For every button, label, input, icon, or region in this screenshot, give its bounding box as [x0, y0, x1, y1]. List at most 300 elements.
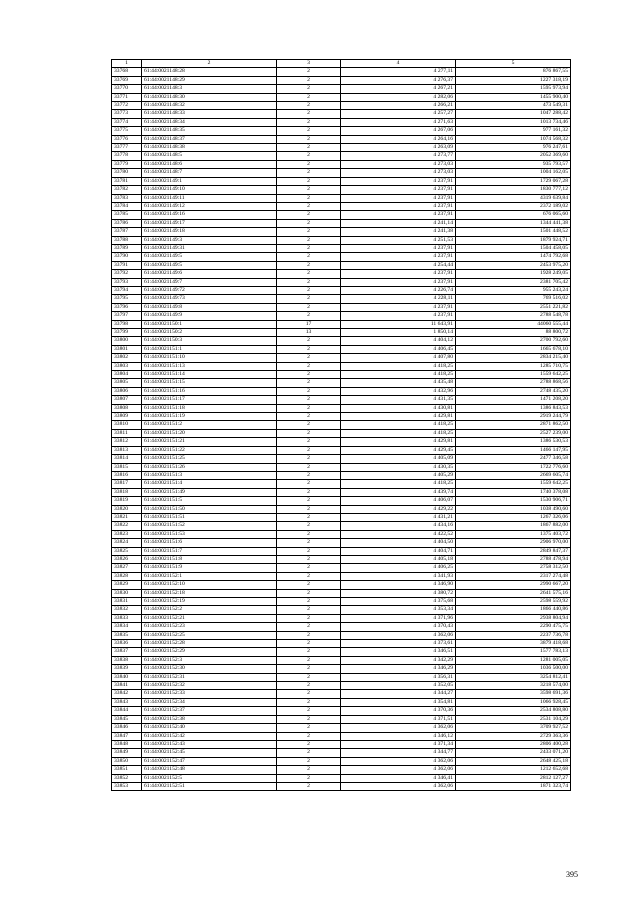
category-cell: 2 — [277, 371, 341, 379]
row-number-cell: 33802 — [112, 354, 142, 362]
cadastral-value-cell: 2729 363,36 — [456, 732, 571, 740]
cadastral-number-cell: 61:44:0021152:28 — [142, 640, 277, 648]
cadastral-number-cell: 61:44:0021148:5 — [142, 152, 277, 160]
cadastral-value-cell: 1344 441,38 — [456, 219, 571, 227]
table-row — [112, 614, 571, 622]
area-cell: 4 362,06 — [341, 724, 456, 732]
table-row — [112, 656, 571, 664]
area-cell: 4 406,07 — [341, 497, 456, 505]
cadastral-value-cell: 2531 104,29 — [456, 715, 571, 723]
area-cell: 4 380,72 — [341, 589, 456, 597]
table-row — [112, 421, 571, 429]
row-number-cell: 33776 — [112, 135, 142, 143]
cadastral-value-cell: 2534 808,80 — [456, 707, 571, 715]
cadastral-value-cell: 2748 435,20 — [456, 387, 571, 395]
category-cell: 2 — [277, 732, 341, 740]
area-cell: 4 237,91 — [341, 244, 456, 252]
area-cell: 4 257,27 — [341, 110, 456, 118]
row-number-cell: 33785 — [112, 211, 142, 219]
category-cell: 2 — [277, 345, 341, 353]
cadastral-number-cell: 61:44:0021151:2 — [142, 421, 277, 429]
area-cell: 4 373,61 — [341, 640, 456, 648]
table-row — [112, 253, 571, 261]
cadastral-number-cell: 61:44:0021150:2 — [142, 329, 277, 337]
category-cell: 2 — [277, 581, 341, 589]
area-cell: 4 237,91 — [341, 253, 456, 261]
cadastral-number-cell: 61:44:0021151:20 — [142, 429, 277, 437]
category-cell: 2 — [277, 404, 341, 412]
area-cell: 4 371,34 — [341, 740, 456, 748]
category-cell: 2 — [277, 211, 341, 219]
table-row — [112, 623, 571, 631]
row-number-cell: 33836 — [112, 640, 142, 648]
cadastral-value-cell: 2290 475,75 — [456, 623, 571, 631]
category-cell: 2 — [277, 253, 341, 261]
table-row — [112, 505, 571, 513]
table-row — [112, 312, 571, 320]
category-cell: 2 — [277, 539, 341, 547]
area-cell: 4 344,27 — [341, 690, 456, 698]
category-cell: 2 — [277, 522, 341, 530]
row-number-cell: 33850 — [112, 757, 142, 765]
category-cell: 2 — [277, 480, 341, 488]
row-number-cell: 33827 — [112, 564, 142, 572]
cadastral-number-cell: 61:44:0021151:52 — [142, 522, 277, 530]
cadastral-value-cell: 1038 490,60 — [456, 505, 571, 513]
cadastral-value-cell: 1466 147,95 — [456, 446, 571, 454]
cadastral-value-cell: 1281 005,05 — [456, 656, 571, 664]
cadastral-value-cell: 2849 847,37 — [456, 547, 571, 555]
table-row — [112, 337, 571, 345]
category-cell: 2 — [277, 76, 341, 84]
cadastral-number-cell: 61:44:0021149:18 — [142, 228, 277, 236]
cadastral-value-cell: 2806 400,28 — [456, 740, 571, 748]
category-cell: 2 — [277, 429, 341, 437]
category-cell: 2 — [277, 740, 341, 748]
area-cell: 4 271,63 — [341, 118, 456, 126]
row-number-cell: 33784 — [112, 202, 142, 210]
area-cell: 4 404,50 — [341, 539, 456, 547]
cadastral-value-cell: 1740 378,08 — [456, 488, 571, 496]
row-number-cell: 33796 — [112, 303, 142, 311]
cadastral-value-cell: 977 161,32 — [456, 127, 571, 135]
cadastral-number-cell: 61:44:0021151:4 — [142, 480, 277, 488]
row-number-cell: 33826 — [112, 555, 142, 563]
area-cell: 4 430,35 — [341, 463, 456, 471]
table-row — [112, 455, 571, 463]
cadastral-number-cell: 61:44:0021152:37 — [142, 707, 277, 715]
cadastral-number-cell: 61:44:0021149:11 — [142, 194, 277, 202]
table-row — [112, 303, 571, 311]
cadastral-value-cell: 2990 667,20 — [456, 581, 571, 589]
cadastral-value-cell: 2812 127,27 — [456, 774, 571, 782]
cadastral-number-cell: 61:44:0021152:31 — [142, 673, 277, 681]
registry-table-sheet — [111, 59, 570, 791]
area-cell: 4 418,25 — [341, 429, 456, 437]
cadastral-number-cell: 61:44:0021148:33 — [142, 110, 277, 118]
category-cell: 2 — [277, 715, 341, 723]
table-row — [112, 194, 571, 202]
cadastral-value-cell: 473 549,31 — [456, 102, 571, 110]
table-row — [112, 219, 571, 227]
area-cell: 4 362,06 — [341, 631, 456, 639]
cadastral-value-cell: 2453 975,20 — [456, 261, 571, 269]
table-row — [112, 354, 571, 362]
area-cell: 4 370,36 — [341, 707, 456, 715]
cadastral-number-cell: 61:44:0021151:8 — [142, 555, 277, 563]
table-body — [112, 68, 571, 791]
row-number-cell: 33830 — [112, 589, 142, 597]
table-row — [112, 471, 571, 479]
area-cell: 4 429,81 — [341, 413, 456, 421]
table-row — [112, 682, 571, 690]
table-row — [112, 345, 571, 353]
table-row — [112, 329, 571, 337]
area-cell: 4 435,48 — [341, 379, 456, 387]
cadastral-value-cell: 1871 323,74 — [456, 782, 571, 790]
area-cell: 4 404,71 — [341, 547, 456, 555]
cadastral-value-cell: 2648 425,18 — [456, 757, 571, 765]
area-cell: 4 267,06 — [341, 127, 456, 135]
category-cell: 2 — [277, 127, 341, 135]
cadastral-number-cell: 61:44:0021152:23 — [142, 623, 277, 631]
category-cell: 2 — [277, 177, 341, 185]
cadastral-number-cell: 61:44:0021152:3 — [142, 656, 277, 664]
area-cell: 4 237,91 — [341, 312, 456, 320]
category-cell: 2 — [277, 782, 341, 790]
table-row — [112, 144, 571, 152]
row-number-cell: 33810 — [112, 421, 142, 429]
category-cell: 2 — [277, 631, 341, 639]
cadastral-value-cell: 2788 868,56 — [456, 379, 571, 387]
category-cell: 2 — [277, 337, 341, 345]
row-number-cell: 33831 — [112, 598, 142, 606]
cadastral-number-cell: 61:44:0021150:1 — [142, 320, 277, 328]
cadastral-number-cell: 61:44:0021151:1 — [142, 345, 277, 353]
table-row — [112, 438, 571, 446]
category-cell: 2 — [277, 640, 341, 648]
cadastral-value-cell: 2372 189,02 — [456, 202, 571, 210]
row-number-cell: 33799 — [112, 329, 142, 337]
row-number-cell: 33819 — [112, 497, 142, 505]
cadastral-number-cell: 61:44:0021152:1 — [142, 572, 277, 580]
cadastral-number-cell: 61:44:0021152:21 — [142, 614, 277, 622]
category-cell: 2 — [277, 186, 341, 194]
cadastral-number-cell: 61:44:0021148:30 — [142, 93, 277, 101]
row-number-cell: 33769 — [112, 76, 142, 84]
cadastral-number-cell: 61:44:0021151:19 — [142, 413, 277, 421]
cadastral-number-cell: 61:44:0021152:2 — [142, 606, 277, 614]
area-cell: 4 434,16 — [341, 522, 456, 530]
area-cell: 4 237,91 — [341, 186, 456, 194]
row-number-cell: 33787 — [112, 228, 142, 236]
row-number-cell: 33808 — [112, 404, 142, 412]
row-number-cell: 33809 — [112, 413, 142, 421]
column-header-4: 4 — [341, 60, 456, 68]
table-row — [112, 724, 571, 732]
row-number-cell: 33792 — [112, 270, 142, 278]
table-row — [112, 286, 571, 294]
category-cell: 2 — [277, 757, 341, 765]
area-cell: 4 341,93 — [341, 572, 456, 580]
category-cell: 2 — [277, 135, 341, 143]
table-row — [112, 648, 571, 656]
cadastral-number-cell: 61:44:0021148:3 — [142, 85, 277, 93]
table-row — [112, 118, 571, 126]
cadastral-number-cell: 61:44:0021151:15 — [142, 379, 277, 387]
cadastral-number-cell: 61:44:0021151:51 — [142, 513, 277, 521]
category-cell: 2 — [277, 219, 341, 227]
category-cell: 2 — [277, 623, 341, 631]
area-cell: 11 643,91 — [341, 320, 456, 328]
row-number-cell: 33820 — [112, 505, 142, 513]
category-cell: 2 — [277, 278, 341, 286]
category-cell: 2 — [277, 169, 341, 177]
category-cell: 2 — [277, 160, 341, 168]
category-cell: 2 — [277, 362, 341, 370]
row-number-cell: 33807 — [112, 396, 142, 404]
row-number-cell: 33794 — [112, 286, 142, 294]
row-number-cell: 33822 — [112, 522, 142, 530]
table-row — [112, 127, 571, 135]
cadastral-value-cell: 1722 776,60 — [456, 463, 571, 471]
area-cell: 4 432,96 — [341, 387, 456, 395]
area-cell: 4 356,31 — [341, 673, 456, 681]
table-row — [112, 715, 571, 723]
row-number-cell: 33839 — [112, 665, 142, 673]
area-cell: 4 342,29 — [341, 656, 456, 664]
cadastral-value-cell: 2834 215,40 — [456, 354, 571, 362]
area-cell: 4 346,12 — [341, 732, 456, 740]
cadastral-value-cell: 2433 071,20 — [456, 749, 571, 757]
table-row — [112, 278, 571, 286]
category-cell: 2 — [277, 471, 341, 479]
table-row — [112, 757, 571, 765]
row-number-cell: 33778 — [112, 152, 142, 160]
row-number-cell: 33843 — [112, 698, 142, 706]
row-number-cell: 33813 — [112, 446, 142, 454]
cadastral-value-cell: 2317 274,48 — [456, 572, 571, 580]
row-number-cell: 33790 — [112, 253, 142, 261]
category-cell: 2 — [277, 312, 341, 320]
category-cell: 13 — [277, 329, 341, 337]
cadastral-number-cell: 61:44:0021149:10 — [142, 186, 277, 194]
cadastral-value-cell: 1212 652,68 — [456, 766, 571, 774]
cadastral-value-cell: 3598 691,36 — [456, 690, 571, 698]
cadastral-number-cell: 61:44:0021148:29 — [142, 76, 277, 84]
table-row — [112, 261, 571, 269]
category-cell: 2 — [277, 102, 341, 110]
cadastral-value-cell: 1928 249,05 — [456, 270, 571, 278]
cadastral-value-cell: 1474 792,68 — [456, 253, 571, 261]
cadastral-number-cell: 61:44:0021148:38 — [142, 144, 277, 152]
cadastral-number-cell: 61:44:0021149:5 — [142, 253, 277, 261]
cadastral-value-cell: 935 793,57 — [456, 160, 571, 168]
category-cell: 2 — [277, 774, 341, 782]
area-cell: 4 237,91 — [341, 303, 456, 311]
cadastral-value-cell: 1227 318,19 — [456, 76, 571, 84]
cadastral-number-cell: 61:44:0021151:9 — [142, 564, 277, 572]
cadastral-number-cell: 61:44:0021151:22 — [142, 446, 277, 454]
cadastral-number-cell: 61:44:0021151:49 — [142, 488, 277, 496]
area-cell: 4 429,81 — [341, 438, 456, 446]
category-cell: 2 — [277, 455, 341, 463]
category-cell: 2 — [277, 228, 341, 236]
row-number-cell: 33816 — [112, 471, 142, 479]
category-cell: 2 — [277, 144, 341, 152]
area-cell: 4 370,43 — [341, 623, 456, 631]
area-cell: 4 375,68 — [341, 598, 456, 606]
cadastral-value-cell: 1036 500,00 — [456, 665, 571, 673]
row-number-cell: 33829 — [112, 581, 142, 589]
cadastral-value-cell: 1267 326,06 — [456, 513, 571, 521]
cadastral-number-cell: 61:44:0021151:17 — [142, 396, 277, 404]
table-row — [112, 186, 571, 194]
category-cell: 2 — [277, 387, 341, 395]
row-number-cell: 33798 — [112, 320, 142, 328]
cadastral-number-cell: 61:44:0021152:48 — [142, 766, 277, 774]
row-number-cell: 33847 — [112, 732, 142, 740]
cadastral-value-cell: 88 800,72 — [456, 329, 571, 337]
area-cell: 4 237,91 — [341, 202, 456, 210]
cadastral-number-cell: 61:44:0021151:16 — [142, 387, 277, 395]
table-row — [112, 295, 571, 303]
category-cell: 2 — [277, 606, 341, 614]
table-row — [112, 513, 571, 521]
cadastral-value-cell: 976 247,61 — [456, 144, 571, 152]
row-number-cell: 33838 — [112, 656, 142, 664]
category-cell: 2 — [277, 555, 341, 563]
cadastral-value-cell: 1530 906,71 — [456, 497, 571, 505]
category-cell: 2 — [277, 261, 341, 269]
table-row — [112, 749, 571, 757]
cadastral-value-cell: 2052 369,60 — [456, 152, 571, 160]
area-cell: 4 276,37 — [341, 76, 456, 84]
area-cell: 4 346,41 — [341, 774, 456, 782]
cadastral-value-cell: 1386 843,53 — [456, 404, 571, 412]
table-row — [112, 766, 571, 774]
row-number-cell: 33845 — [112, 715, 142, 723]
row-number-cell: 33824 — [112, 539, 142, 547]
cadastral-value-cell: 2871 862,50 — [456, 421, 571, 429]
cadastral-number-cell: 61:44:0021151:26 — [142, 463, 277, 471]
cadastral-number-cell: 61:44:0021152:10 — [142, 581, 277, 589]
table-row — [112, 522, 571, 530]
category-cell: 2 — [277, 286, 341, 294]
category-cell: 2 — [277, 110, 341, 118]
category-cell: 2 — [277, 614, 341, 622]
row-number-cell: 33840 — [112, 673, 142, 681]
table-row — [112, 446, 571, 454]
table-row — [112, 362, 571, 370]
category-cell: 2 — [277, 446, 341, 454]
cadastral-value-cell: 1879 924,71 — [456, 236, 571, 244]
cadastral-value-cell: 1501 448,52 — [456, 228, 571, 236]
cadastral-value-cell: 1665 678,10 — [456, 345, 571, 353]
area-cell: 4 237,91 — [341, 194, 456, 202]
column-header-5: 5 — [456, 60, 571, 68]
cadastral-value-cell: 1013 734,46 — [456, 118, 571, 126]
cadastral-number-cell: 61:44:0021149:3 — [142, 236, 277, 244]
category-cell: 2 — [277, 118, 341, 126]
area-cell: 4 352,05 — [341, 682, 456, 690]
area-cell: 4 353,34 — [341, 606, 456, 614]
row-number-cell: 33786 — [112, 219, 142, 227]
category-cell: 2 — [277, 673, 341, 681]
cadastral-number-cell: 61:44:0021151:5 — [142, 497, 277, 505]
category-cell: 2 — [277, 488, 341, 496]
cadastral-value-cell: 2598 559,92 — [456, 598, 571, 606]
cadastral-value-cell: 1559 642,25 — [456, 480, 571, 488]
table-row — [112, 665, 571, 673]
area-cell: 4 429,22 — [341, 505, 456, 513]
cadastral-number-cell: 61:44:0021149:72 — [142, 286, 277, 294]
area-cell: 4 237,91 — [341, 278, 456, 286]
area-cell: 4 418,25 — [341, 421, 456, 429]
cadastral-value-cell: 1047 288,42 — [456, 110, 571, 118]
area-cell: 4 266,21 — [341, 102, 456, 110]
area-cell: 4 241,38 — [341, 228, 456, 236]
row-number-cell: 33800 — [112, 337, 142, 345]
row-number-cell: 33801 — [112, 345, 142, 353]
category-cell: 2 — [277, 354, 341, 362]
row-number-cell: 33812 — [112, 438, 142, 446]
cadastral-number-cell: 61:44:0021152:18 — [142, 589, 277, 597]
row-number-cell: 33811 — [112, 429, 142, 437]
cadastral-value-cell: 2700 792,60 — [456, 337, 571, 345]
area-cell: 4 404,12 — [341, 337, 456, 345]
area-cell: 4 362,06 — [341, 766, 456, 774]
category-cell: 2 — [277, 707, 341, 715]
area-cell: 4 418,25 — [341, 480, 456, 488]
category-cell: 2 — [277, 656, 341, 664]
row-number-cell: 33834 — [112, 623, 142, 631]
table-row — [112, 413, 571, 421]
cadastral-number-cell: 61:44:0021152:42 — [142, 732, 277, 740]
row-number-cell: 33789 — [112, 244, 142, 252]
cadastral-number-cell: 61:44:0021149:12 — [142, 202, 277, 210]
table-row — [112, 429, 571, 437]
cadastral-number-cell: 61:44:0021148:6 — [142, 160, 277, 168]
row-number-cell: 33815 — [112, 463, 142, 471]
cadastral-number-cell: 61:44:0021151:18 — [142, 404, 277, 412]
area-cell: 4 371,96 — [341, 614, 456, 622]
category-cell: 17 — [277, 320, 341, 328]
category-cell: 2 — [277, 589, 341, 597]
page-number: 395 — [566, 870, 578, 879]
area-cell: 4 344,77 — [341, 749, 456, 757]
cadastral-value-cell: 3879 418,68 — [456, 640, 571, 648]
cadastral-value-cell: 1455 900,40 — [456, 93, 571, 101]
table-row — [112, 396, 571, 404]
row-number-cell: 33844 — [112, 707, 142, 715]
table-row — [112, 68, 571, 76]
table-row — [112, 463, 571, 471]
category-cell: 2 — [277, 303, 341, 311]
cadastral-number-cell: 61:44:0021149:5 — [142, 261, 277, 269]
table-row — [112, 740, 571, 748]
cadastral-value-cell: 2527 239,00 — [456, 429, 571, 437]
row-number-cell: 33832 — [112, 606, 142, 614]
cadastral-value-cell: 1867 882,00 — [456, 522, 571, 530]
table-row — [112, 673, 571, 681]
row-number-cell: 33777 — [112, 144, 142, 152]
row-number-cell: 33821 — [112, 513, 142, 521]
row-number-cell: 33782 — [112, 186, 142, 194]
area-cell: 4 431,21 — [341, 513, 456, 521]
row-number-cell: 33848 — [112, 740, 142, 748]
area-cell: 4 254,44 — [341, 261, 456, 269]
